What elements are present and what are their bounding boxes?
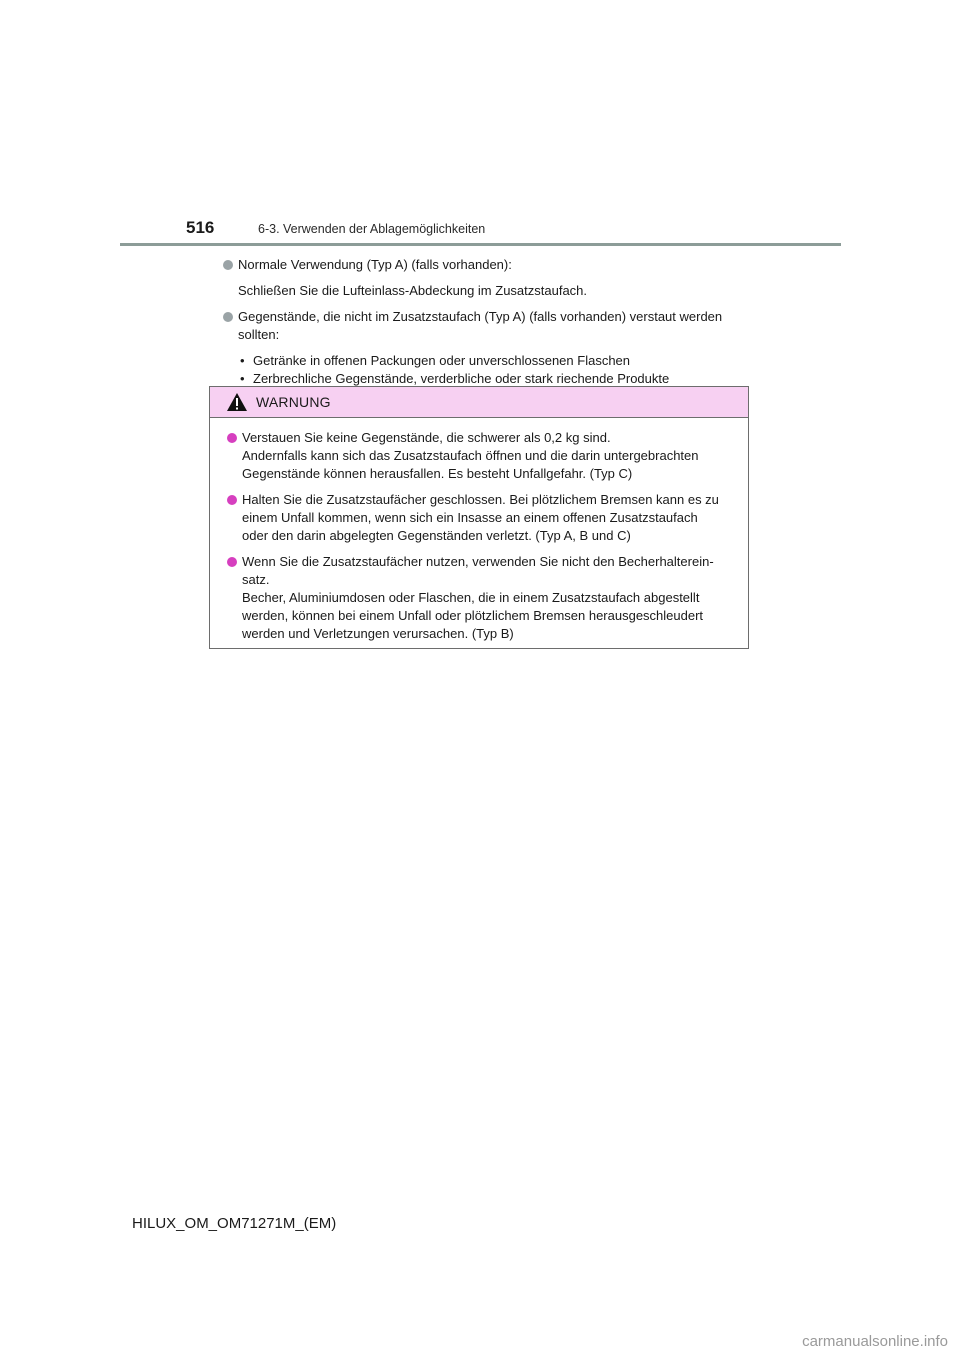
watermark: carmanualsonline.info <box>802 1333 948 1350</box>
page-number: 516 <box>186 218 215 237</box>
warning-bullet-icon <box>227 557 237 567</box>
list-item <box>222 256 752 300</box>
warning-item-line: Andernfalls kann sich das Zusatzstaufach öffnen und die darin untergebrachten <box>242 448 699 463</box>
section-title: 6-3. Verwenden der Ablagemöglichkeiten <box>258 222 486 236</box>
warning-item-line: werden und Verletzungen verursachen. (Typ B) <box>242 626 514 641</box>
list-item-line: Gegenstände, die nicht im Zusatzstaufach (Typ A) (falls vorhanden) verstaut werden <box>238 309 723 324</box>
warning-item-line: Wenn Sie die Zusatzstaufächer nutzen, verwenden Sie nicht den Becherhalterein- <box>242 554 714 569</box>
warning-box <box>209 386 749 649</box>
list-item-detail: Schließen Sie die Lufteinlass-Abdeckung im Zusatzstaufach. <box>238 283 588 298</box>
footer-doc-code: HILUX_OM_OM71271M_(EM) <box>132 1215 337 1232</box>
warning-item-line: oder den darin abgelegten Gegenständen verletzt. (Typ A, B und C) <box>242 528 631 543</box>
sub-list <box>238 352 752 388</box>
warning-item-line: Becher, Aluminiumdosen oder Flaschen, die in einem Zusatzstaufach abgestellt <box>242 590 700 605</box>
warning-header <box>210 387 748 418</box>
warning-label: WARNUNG <box>256 394 331 410</box>
header-rule <box>120 243 841 246</box>
warning-bullet-icon <box>227 495 237 505</box>
warning-item-line: werden, können bei einem Unfall oder plötzlichem Bremsen herausgeschleudert <box>242 608 704 623</box>
warning-item-line: Halten Sie die Zusatzstaufächer geschlossen. Bei plötzlichem Bremsen kann es zu <box>242 492 719 507</box>
warning-item-line: Gegenstände können herausfallen. Es besteht Unfallgefahr. (Typ C) <box>242 466 633 481</box>
bullet-icon <box>223 260 233 270</box>
main-content <box>222 256 752 388</box>
list-item <box>222 308 752 388</box>
sub-list-item <box>238 352 752 370</box>
sub-bullet-marker: • <box>240 353 245 368</box>
warning-item-line: Verstauen Sie keine Gegenstände, die schwerer als 0,2 kg sind. <box>242 430 611 445</box>
warning-item <box>226 553 744 643</box>
warning-triangle-icon <box>226 392 248 412</box>
warning-item-line: einem Unfall kommen, wenn sich ein Insasse an einem offenen Zusatzstaufach <box>242 510 698 525</box>
list-item-line: sollten: <box>238 327 280 342</box>
sub-bullet-marker: • <box>240 371 245 386</box>
list-item-text <box>238 308 752 344</box>
warning-body <box>226 429 744 651</box>
warning-item <box>226 429 744 483</box>
list-item-text <box>238 256 752 274</box>
sub-list-item-text: Zerbrechliche Gegenstände, verderbliche oder stark riechende Produkte <box>253 371 670 386</box>
sub-list-item-text: Getränke in offenen Packungen oder unverschlossenen Flaschen <box>253 353 631 368</box>
bullet-icon <box>223 312 233 322</box>
warning-item <box>226 491 744 545</box>
warning-item-line: satz. <box>242 572 270 587</box>
warning-bullet-icon <box>227 433 237 443</box>
list-item-line: Normale Verwendung (Typ A) (falls vorhanden): <box>238 257 512 272</box>
